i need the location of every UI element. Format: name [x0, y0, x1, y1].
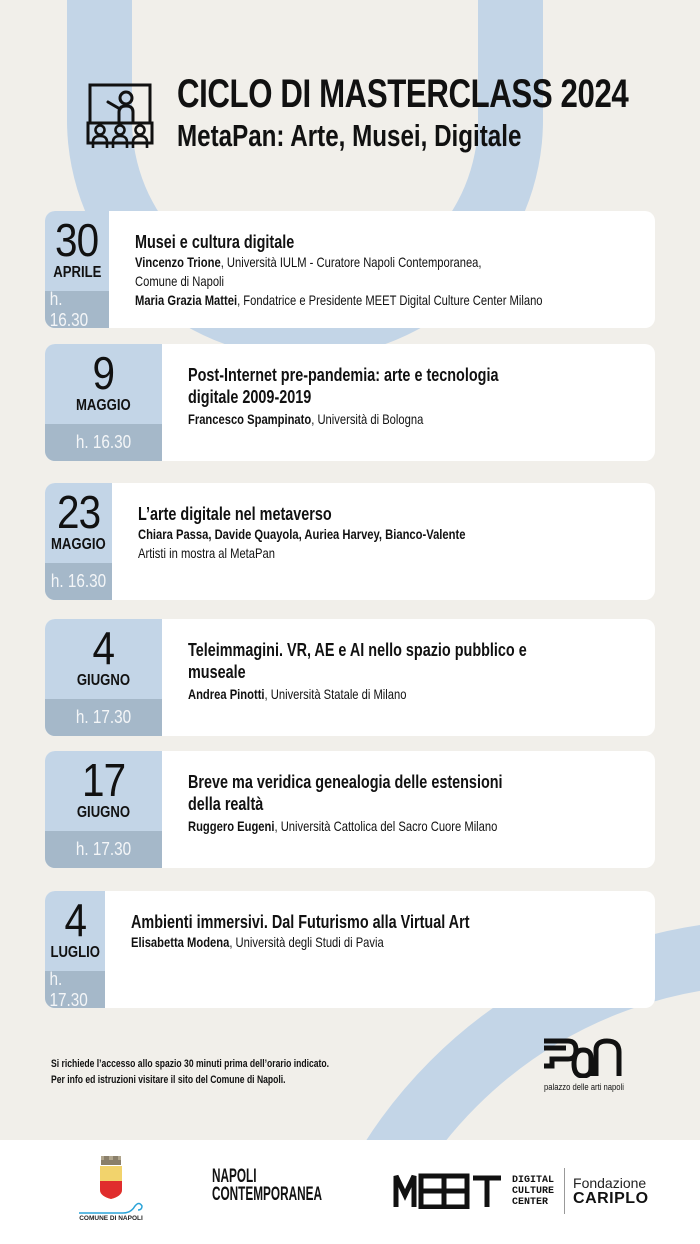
event-date [45, 619, 162, 736]
event-date [45, 483, 112, 600]
event-month: GIUGNO [76, 672, 131, 689]
event-day: 17 [81, 754, 126, 806]
event-title: Teleimmagini. VR, AE e AI nello spazio pubblico e museale [188, 640, 527, 682]
event-card [45, 344, 655, 461]
event-title: Post-Internet pre-pandemia: arte e tecnologia digitale 2009-2019 [188, 365, 499, 407]
meet-logo-icon [393, 1173, 503, 1209]
speaker-line: Maria Grazia Mattei, Fondatrice e Presidente MEET Digital Culture Center Milano [135, 292, 543, 308]
event-month: LUGLIO [50, 944, 100, 961]
event-card [45, 619, 655, 736]
event-time: h. 17.30 [45, 699, 162, 736]
event-date [45, 211, 109, 328]
note-line: Si richiede l’accesso allo spazio 30 minuti prima dell’orario indicato. [51, 1058, 329, 1070]
pan-logo [544, 1038, 634, 1093]
comune-label: COMUNE DI NAPOLI [79, 1215, 143, 1222]
event-title: Ambienti immersivi. Dal Futurismo alla Virtual Art [131, 912, 470, 932]
event-time: h. 17.30 [45, 831, 162, 868]
pan-logo-caption: palazzo delle arti napoli [544, 1082, 624, 1092]
event-date [45, 891, 105, 1008]
speaker-line: Chiara Passa, Davide Quayola, Auriea Harvey, Bianco-Valente [137, 526, 466, 542]
event-day: 4 [64, 894, 87, 946]
event-month: MAGGIO [76, 397, 131, 414]
note-line: Per info ed istruzioni visitare il sito del Comune di Napoli. [51, 1074, 286, 1086]
event-card [45, 891, 655, 1008]
sponsor-footer [0, 1140, 700, 1244]
speaker-note: Artisti in mostra al MetaPan [137, 545, 275, 561]
event-time: h. 16.30 [45, 291, 109, 328]
wave-icon [79, 1202, 143, 1214]
event-day: 4 [92, 622, 115, 674]
meet-logo [393, 1168, 649, 1214]
event-month: MAGGIO [51, 536, 106, 553]
event-time: h. 16.30 [45, 424, 162, 461]
event-title: Musei e cultura digitale [135, 232, 295, 252]
comune-di-napoli-logo [76, 1156, 146, 1222]
event-date [45, 751, 162, 868]
classroom-presentation-icon [86, 82, 154, 150]
page-title: CICLO DI MASTERCLASS 2024 [177, 72, 629, 116]
event-time: h. 17.30 [45, 971, 105, 1008]
event-title: Breve ma veridica genealogia delle estensioni della realtà [188, 772, 503, 814]
event-day: 30 [55, 214, 99, 266]
event-day: 9 [92, 347, 115, 399]
event-card [45, 751, 655, 868]
fondazione-cariplo-logo: Fondazione CARIPLO [573, 1175, 649, 1207]
event-month: APRILE [52, 264, 102, 281]
speaker-line: Elisabetta Modena, Università degli Studi di Pavia [131, 934, 385, 950]
event-time: h. 16.30 [45, 563, 112, 600]
page-subtitle: MetaPan: Arte, Musei, Digitale [177, 118, 522, 153]
access-notes [51, 1056, 329, 1088]
header [86, 72, 700, 154]
event-card [45, 211, 655, 328]
speaker-line: Vincenzo Trione, Università IULM - Curatore Napoli Contemporanea, [135, 254, 482, 270]
logo-divider [564, 1168, 565, 1214]
napoli-crest-icon [98, 1156, 124, 1200]
speaker-line: Andrea Pinotti, Università Statale di Milano [188, 686, 407, 702]
event-month: GIUGNO [76, 804, 131, 821]
pan-logo-icon [544, 1038, 622, 1078]
event-card [45, 483, 655, 600]
event-day: 23 [56, 486, 100, 538]
meet-subtitle: DIGITAL CULTURE CENTER [512, 1174, 555, 1208]
napoli-contemporanea-logo: NAPOLI CONTEMPORANEA [212, 1166, 322, 1205]
speaker-line: Comune di Napoli [135, 273, 225, 289]
event-title: L’arte digitale nel metaverso [137, 504, 332, 524]
event-date [45, 344, 162, 461]
speaker-line: Francesco Spampinato, Università di Bologna [188, 411, 424, 427]
speaker-line: Ruggero Eugeni, Università Cattolica del Sacro Cuore Milano [188, 818, 498, 834]
